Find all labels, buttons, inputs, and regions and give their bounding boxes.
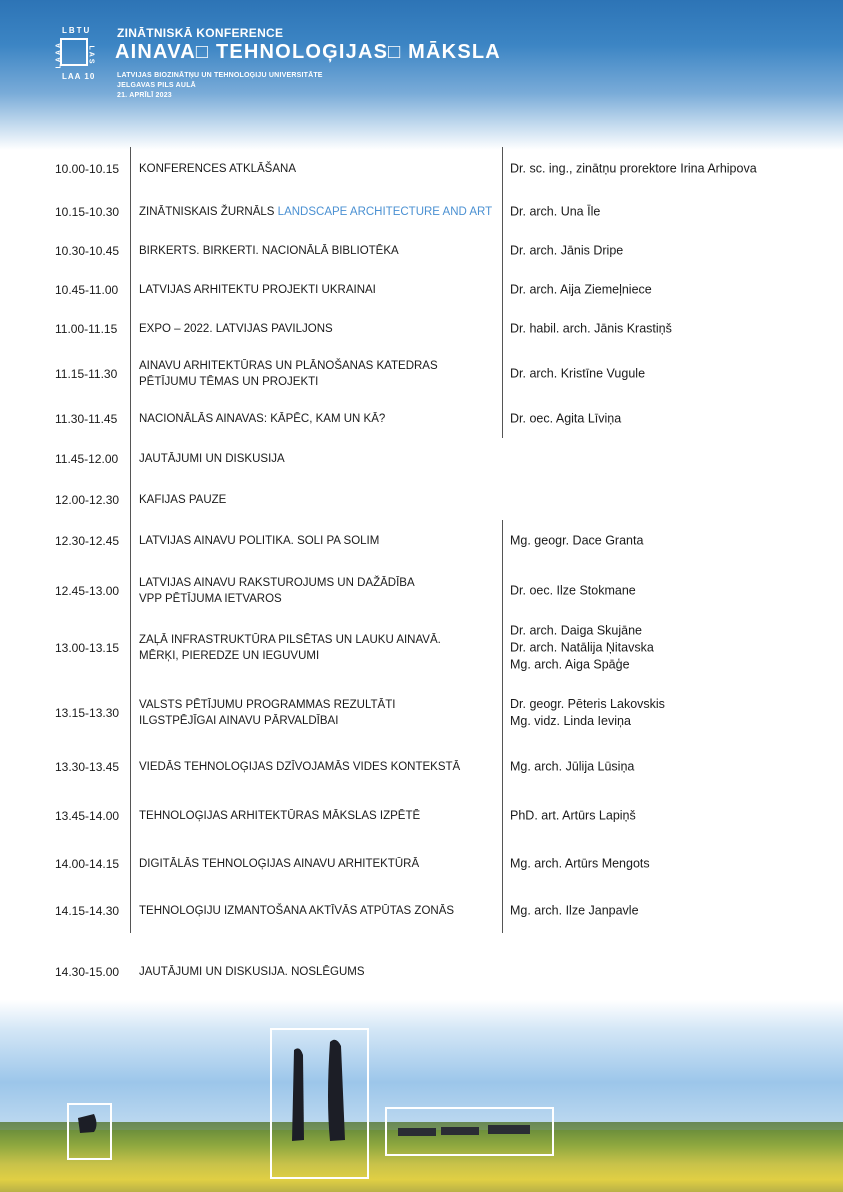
speaker-name: Mg. arch. Aiga Spāģe: [510, 657, 630, 672]
photo-frame-right: [385, 1107, 554, 1156]
conference-label: ZINĀTNISKĀ KONFERENCE: [117, 26, 284, 40]
logo-text-top: LBTU: [62, 26, 92, 35]
program-topic-text: KONFERENCES ATKLĀŠANA: [139, 163, 296, 175]
speaker-name: Dr. arch. Natālija Ņitavska: [510, 640, 654, 655]
photo-frame-center: [270, 1028, 369, 1179]
program-time: 13.15-13.30: [55, 706, 120, 720]
program-topic-text: LATVIJAS ARHITEKTU PROJEKTI UKRAINAI: [139, 284, 376, 296]
column-divider: [502, 147, 503, 438]
program-speakers: [510, 623, 830, 674]
speaker-name: Dr. oec. Agita Līviņa: [510, 411, 622, 426]
speaker-name: Mg. arch. Artūrs Mengots: [510, 856, 650, 871]
speaker-name: Dr. arch. Daiga Skujāne: [510, 623, 643, 638]
program-topic: [139, 533, 494, 549]
program-speakers: [510, 696, 830, 730]
program-topic-line: VPP PĒTĪJUMA IETVAROS: [139, 593, 282, 605]
program-topic-line: ZAĻĀ INFRASTRUKTŪRA PILSĒTAS UN LAUKU AINAVĀ.: [139, 634, 441, 646]
program-speakers: [510, 903, 830, 920]
program-speakers: [510, 282, 830, 299]
program-time: 14.30-15.00: [55, 965, 120, 979]
program-topic-text: JAUTĀJUMI UN DISKUSIJA: [139, 453, 285, 465]
program-topic: [139, 903, 494, 919]
program-speakers: [510, 533, 830, 550]
program-topic-text: JAUTĀJUMI UN DISKUSIJA. NOSLĒGUMS: [139, 966, 365, 978]
program-topic-line: VALSTS PĒTĪJUMU PROGRAMMAS REZULTĀTI: [139, 699, 396, 711]
sculptures-image: [0, 1000, 843, 1192]
program-topic: [139, 321, 494, 337]
program-topic-line: LATVIJAS AINAVU RAKSTUROJUMS UN DAŽĀDĪBA: [139, 577, 415, 589]
speaker-name: Mg. arch. Ilze Janpavle: [510, 903, 639, 918]
speaker-name: Dr. arch. Aija Ziemeļniece: [510, 282, 652, 297]
column-divider: [502, 610, 503, 933]
logo-text-right: LAS: [87, 45, 95, 66]
program-topic: [139, 856, 494, 872]
logo-text-bottom: LAA 10: [62, 72, 96, 81]
program-topic: [139, 759, 494, 775]
program-topic-line: PĒTĪJUMU TĒMAS UN PROJEKTI: [139, 376, 319, 388]
speaker-name: Mg. geogr. Dace Granta: [510, 533, 644, 548]
header-banner: [0, 0, 843, 150]
program-topic-text: DIGITĀLĀS TEHNOLOĢIJAS AINAVU ARHITEKTŪRĀ: [139, 858, 420, 870]
program-time: 11.00-11.15: [55, 322, 118, 336]
program-time: 10.30-10.45: [55, 244, 120, 258]
program-time: 10.15-10.30: [55, 205, 120, 219]
program-speakers: [510, 204, 830, 221]
program-topic: [139, 161, 494, 177]
program-topic-text: NACIONĀLĀS AINAVAS: KĀPĒC, KAM UN KĀ?: [139, 413, 386, 425]
program-time: 10.00-10.15: [55, 162, 120, 176]
program-topic: [139, 451, 494, 467]
program-topic: [139, 204, 494, 220]
event-date: 21. APRĪLĪ 2023: [117, 92, 172, 99]
speaker-name: Dr. arch. Jānis Dripe: [510, 243, 624, 258]
program-topic: [139, 411, 494, 427]
program-time: 13.00-13.15: [55, 641, 120, 655]
program-time: 11.30-11.45: [55, 412, 118, 426]
conference-logo: [48, 24, 110, 86]
program-time: 12.30-12.45: [55, 534, 120, 548]
photo-frame-left: [67, 1103, 112, 1160]
program-speakers: [510, 759, 830, 776]
program-topic-text: TEHNOLOĢIJU IZMANTOŠANA AKTĪVĀS ATPŪTAS ZONĀS: [139, 905, 455, 917]
program-speakers: [510, 321, 830, 338]
journal-name-link: LANDSCAPE ARCHITECTURE AND ART: [277, 206, 493, 218]
speaker-name: Mg. arch. Jūlija Lūsiņa: [510, 759, 635, 774]
program-topic-text: KAFIJAS PAUZE: [139, 494, 227, 506]
program-topic: [139, 632, 494, 664]
program-speakers: [510, 808, 830, 825]
column-divider: [130, 610, 131, 933]
program-topic-text: EXPO – 2022. LATVIJAS PAVILJONS: [139, 323, 333, 335]
program-speakers: [510, 583, 830, 600]
speaker-name: Dr. sc. ing., zinātņu prorektore Irina Arhipova: [510, 161, 757, 176]
logo-text-left: LAAA: [55, 41, 63, 69]
program-topic-text: ZINĀTNISKAIS ŽURNĀLS: [139, 206, 275, 218]
program-speakers: [510, 243, 830, 260]
venue: JELGAVAS PILS AULĀ: [117, 82, 196, 89]
program-topic: [139, 358, 494, 390]
program-speakers: [510, 366, 830, 383]
conference-title: AINAVA□ TEHNOLOĢIJAS□ MĀKSLA: [115, 41, 501, 63]
logo-square-icon: [60, 38, 88, 66]
program-topic: [139, 575, 494, 607]
program-topic-text: TEHNOLOĢIJAS ARHITEKTŪRAS MĀKSLAS IZPĒTĒ: [139, 810, 421, 822]
speaker-name: PhD. art. Artūrs Lapiņš: [510, 808, 636, 823]
program-time: 14.00-14.15: [55, 857, 120, 871]
university-name: LATVIJAS BIOZINĀTŅU UN TEHNOLOĢIJU UNIVERSITĀTE: [117, 72, 323, 79]
program-topic-line: MĒRĶI, PIEREDZE UN IEGUVUMI: [139, 650, 320, 662]
program-topic: [139, 964, 494, 980]
program-topic-line: ILGSTPĒJĪGAI AINAVU PĀRVALDĪBAI: [139, 715, 339, 727]
program-time: 12.45-13.00: [55, 584, 120, 598]
program-time: 11.45-12.00: [55, 452, 119, 466]
footer-landscape-photo: [0, 1000, 843, 1192]
program-topic: [139, 243, 494, 259]
program-topic: [139, 492, 494, 508]
column-divider: [502, 520, 503, 610]
speaker-name: Dr. oec. Ilze Stokmane: [510, 583, 636, 598]
program-time: 14.15-14.30: [55, 904, 120, 918]
column-divider: [130, 438, 131, 520]
speaker-name: Dr. arch. Una Īle: [510, 204, 601, 219]
program-time: 10.45-11.00: [55, 283, 119, 297]
speaker-name: Mg. vidz. Linda Ieviņa: [510, 714, 631, 728]
program-speakers: [510, 411, 830, 428]
program-time: 11.15-11.30: [55, 367, 118, 381]
speaker-name: Dr. habil. arch. Jānis Krastiņš: [510, 321, 672, 336]
program-time: 13.45-14.00: [55, 809, 120, 823]
program-time: 13.30-13.45: [55, 760, 120, 774]
program-topic: [139, 697, 494, 729]
program-speakers: [510, 856, 830, 873]
program-topic-line: AINAVU ARHITEKTŪRAS UN PLĀNOŠANAS KATEDRAS: [139, 360, 438, 372]
program-topic-text: BIRKERTS. BIRKERTI. NACIONĀLĀ BIBLIOTĒKA: [139, 245, 399, 257]
program-topic-text: VIEDĀS TEHNOLOĢIJAS DZĪVOJAMĀS VIDES KONTEKSTĀ: [139, 761, 461, 773]
program-time: 12.00-12.30: [55, 493, 120, 507]
speaker-name: Dr. geogr. Pēteris Lakovskis: [510, 697, 665, 711]
program-topic: [139, 808, 494, 824]
program-topic-text: LATVIJAS AINAVU POLITIKA. SOLI PA SOLIM: [139, 535, 380, 547]
speaker-name: Dr. arch. Kristīne Vugule: [510, 366, 646, 381]
column-divider: [130, 147, 131, 438]
column-divider: [130, 520, 131, 610]
program-topic: [139, 282, 494, 298]
program-speakers: [510, 161, 830, 178]
